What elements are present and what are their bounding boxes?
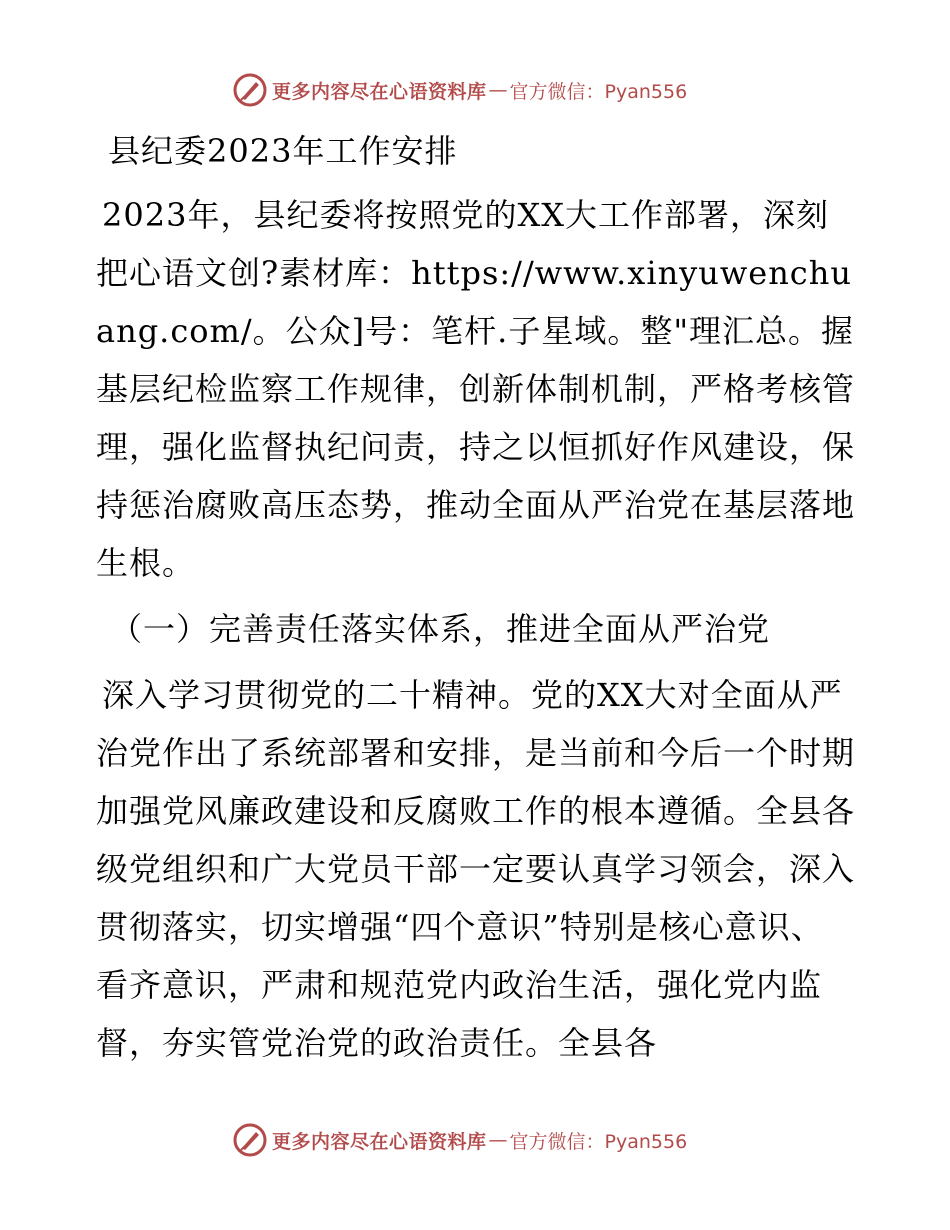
- watermark-footer: [232, 1120, 687, 1160]
- watermark-separator: —: [488, 79, 508, 101]
- document-body: [96, 122, 856, 1080]
- watermark-header: [232, 70, 687, 110]
- watermark-account: 官方微信：Pyan556: [509, 1130, 688, 1153]
- section-heading-1: （一）完善责任落实体系，推进全面从严治党: [110, 610, 771, 648]
- watermark-separator: —: [488, 1129, 508, 1151]
- document-title: 县纪委2023年工作安排: [108, 132, 458, 170]
- quill-logo-icon: [232, 72, 268, 108]
- quill-logo-icon: [232, 1122, 268, 1158]
- paragraph-study: 深入学习贯彻党的二十精神。党的XX大对全面从严治党作出了系统部署和安排，是当前和今后一个时期加强党风廉政建设和反腐败工作的根本遵循。全县各级党组织和广大党员干部一定要认真学习领会，深入贯彻落实，切实增强“四个意识”特别是核心意识、看齐意识，严肃和规范党内政治生活，强化党内监督，夯实管党治党的政治责任。全县各: [96, 676, 856, 1062]
- watermark-text: 更多内容尽在心语资料库: [272, 80, 487, 103]
- watermark-text: 更多内容尽在心语资料库: [272, 1130, 487, 1153]
- watermark-account: 官方微信：Pyan556: [509, 80, 688, 103]
- paragraph-intro: 2023年，县纪委将按照党的XX大工作部署，深刻把心语文创?素材库：https://www.xinyuwenchuang.com/。公众]号：笔杆.子星域。整"理汇总。握基层纪检监察工作规律，创新体制机制，严格考核管理，强化监督执纪问责，持之以恒抓好作风建设，保持惩治腐败高压态势，推动全面从严治党在基层落地生根。: [96, 196, 856, 582]
